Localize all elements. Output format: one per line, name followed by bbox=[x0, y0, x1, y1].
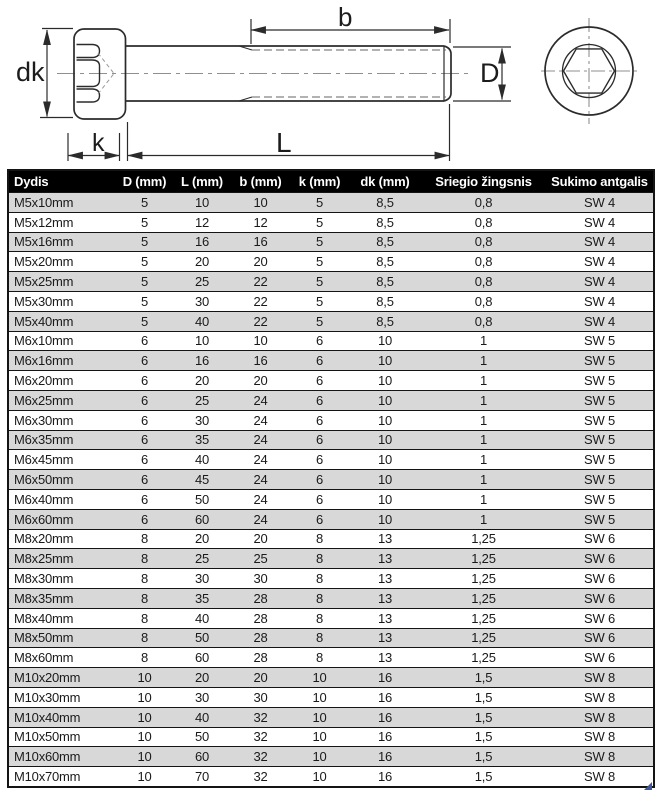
value-cell: 16 bbox=[377, 709, 393, 725]
size-cell: M8x35mm bbox=[14, 590, 74, 606]
value-cell: 5 bbox=[315, 234, 324, 250]
value-cell: 6 bbox=[315, 472, 324, 488]
value-cell: 6 bbox=[140, 412, 149, 428]
value-cell: 5 bbox=[315, 194, 324, 210]
value-cell: SW 4 bbox=[584, 274, 615, 290]
value-cell: SW 8 bbox=[584, 769, 615, 784]
value-cell: 13 bbox=[377, 650, 393, 666]
value-cell: 8,5 bbox=[376, 214, 394, 230]
value-cell: 8 bbox=[315, 531, 324, 547]
value-cell: 28 bbox=[253, 590, 268, 606]
value-cell: 0,8 bbox=[474, 194, 493, 210]
size-cell: M6x20mm bbox=[14, 373, 74, 389]
value-cell: 20 bbox=[194, 531, 210, 547]
value-cell: 24 bbox=[253, 472, 268, 488]
value-cell: 8,5 bbox=[376, 234, 394, 250]
value-cell: 10 bbox=[377, 472, 393, 488]
value-cell: 24 bbox=[253, 511, 268, 527]
value-cell: SW 4 bbox=[584, 234, 615, 250]
value-cell: 24 bbox=[253, 412, 268, 428]
value-cell: 5 bbox=[140, 313, 149, 329]
size-cell: M5x40mm bbox=[14, 313, 74, 329]
value-cell: 8 bbox=[315, 610, 324, 626]
header-b: b (mm) bbox=[239, 174, 282, 189]
size-cell: M6x10mm bbox=[14, 333, 74, 349]
size-cell: M10x40mm bbox=[14, 709, 81, 725]
value-cell: 25 bbox=[194, 392, 210, 408]
value-cell: 16 bbox=[194, 353, 210, 369]
value-cell: 10 bbox=[377, 491, 393, 507]
screw-end-view bbox=[541, 18, 637, 124]
value-cell: 8 bbox=[140, 610, 149, 626]
size-cell: M5x12mm bbox=[14, 214, 74, 230]
value-cell: 1 bbox=[479, 432, 488, 448]
value-cell: 8 bbox=[140, 571, 149, 587]
value-cell: SW 4 bbox=[584, 254, 615, 270]
value-cell: 13 bbox=[377, 551, 393, 567]
value-cell: SW 6 bbox=[584, 630, 615, 646]
value-cell: 16 bbox=[377, 729, 393, 745]
value-cell: SW 6 bbox=[584, 590, 615, 606]
value-cell: 6 bbox=[140, 472, 149, 488]
value-cell: 16 bbox=[377, 769, 393, 784]
value-cell: SW 5 bbox=[584, 392, 615, 408]
value-cell: 6 bbox=[140, 353, 149, 369]
value-cell: 25 bbox=[194, 274, 210, 290]
value-cell: 30 bbox=[194, 571, 210, 587]
value-cell: SW 8 bbox=[584, 729, 615, 745]
value-cell: 28 bbox=[253, 630, 268, 646]
table-row bbox=[9, 707, 653, 727]
value-cell: SW 4 bbox=[584, 194, 615, 210]
value-cell: 5 bbox=[140, 234, 149, 250]
value-cell: 32 bbox=[253, 769, 268, 784]
value-cell: 6 bbox=[140, 511, 149, 527]
value-cell: SW 8 bbox=[584, 670, 615, 686]
value-cell: SW 6 bbox=[584, 551, 615, 567]
value-cell: 32 bbox=[253, 749, 268, 765]
value-cell: 1,25 bbox=[471, 551, 496, 567]
table-row bbox=[9, 746, 653, 766]
size-cell: M5x10mm bbox=[14, 194, 74, 210]
table-row bbox=[9, 588, 653, 608]
value-cell: 1 bbox=[479, 333, 488, 349]
value-cell: 5 bbox=[315, 274, 324, 290]
value-cell: 1 bbox=[479, 472, 488, 488]
value-cell: 10 bbox=[377, 412, 393, 428]
value-cell: 16 bbox=[377, 689, 393, 705]
value-cell: SW 5 bbox=[584, 491, 615, 507]
table-row bbox=[9, 350, 653, 370]
value-cell: 6 bbox=[140, 432, 149, 448]
value-cell: 1,5 bbox=[474, 749, 493, 765]
value-cell: 20 bbox=[194, 254, 210, 270]
size-cell: M5x25mm bbox=[14, 274, 74, 290]
size-cell: M10x20mm bbox=[14, 670, 81, 686]
value-cell: 60 bbox=[194, 650, 210, 666]
value-cell: 6 bbox=[315, 333, 324, 349]
value-cell: SW 4 bbox=[584, 313, 615, 329]
value-cell: SW 4 bbox=[584, 293, 615, 309]
value-cell: 50 bbox=[194, 630, 210, 646]
value-cell: 10 bbox=[194, 194, 210, 210]
value-cell: 1 bbox=[479, 412, 488, 428]
value-cell: 40 bbox=[194, 313, 210, 329]
value-cell: 8 bbox=[140, 630, 149, 646]
value-cell: 1,5 bbox=[474, 729, 493, 745]
value-cell: 45 bbox=[194, 472, 210, 488]
size-cell: M6x25mm bbox=[14, 392, 74, 408]
value-cell: 40 bbox=[194, 709, 210, 725]
value-cell: 13 bbox=[377, 610, 393, 626]
value-cell: 10 bbox=[312, 709, 327, 725]
dim-label-k: k bbox=[92, 129, 105, 157]
value-cell: 13 bbox=[377, 590, 393, 606]
value-cell: 1,5 bbox=[474, 709, 493, 725]
value-cell: 30 bbox=[194, 293, 210, 309]
value-cell: 8,5 bbox=[376, 293, 394, 309]
value-cell: 1,5 bbox=[474, 769, 493, 784]
header-sriegio-zingsnis: Sriegio žingsnis bbox=[435, 174, 532, 189]
size-cell: M5x30mm bbox=[14, 293, 74, 309]
value-cell: 1,25 bbox=[471, 571, 496, 587]
table-row bbox=[9, 370, 653, 390]
value-cell: 35 bbox=[194, 432, 210, 448]
value-cell: 8,5 bbox=[376, 313, 394, 329]
table-row bbox=[9, 212, 653, 232]
size-cell: M5x16mm bbox=[14, 234, 74, 250]
value-cell: 8 bbox=[315, 590, 324, 606]
value-cell: 8 bbox=[140, 650, 149, 666]
table-row bbox=[9, 410, 653, 430]
value-cell: 8 bbox=[140, 590, 149, 606]
value-cell: 1 bbox=[479, 373, 488, 389]
value-cell: 20 bbox=[253, 531, 268, 547]
table-row bbox=[9, 727, 653, 747]
value-cell: 6 bbox=[140, 491, 149, 507]
value-cell: 40 bbox=[194, 610, 210, 626]
value-cell: 10 bbox=[312, 769, 327, 784]
value-cell: 1,5 bbox=[474, 670, 493, 686]
value-cell: 10 bbox=[253, 194, 268, 210]
value-cell: 30 bbox=[253, 689, 268, 705]
value-cell: 10 bbox=[194, 333, 210, 349]
value-cell: 20 bbox=[253, 254, 268, 270]
value-cell: 22 bbox=[253, 274, 268, 290]
value-cell: SW 8 bbox=[584, 709, 615, 725]
value-cell: 10 bbox=[137, 689, 152, 705]
value-cell: 60 bbox=[194, 511, 210, 527]
value-cell: 1 bbox=[479, 491, 488, 507]
dim-label-L: L bbox=[276, 127, 292, 158]
value-cell: 10 bbox=[312, 749, 327, 765]
size-cell: M8x25mm bbox=[14, 551, 74, 567]
size-cell: M8x20mm bbox=[14, 531, 74, 547]
value-cell: 8,5 bbox=[376, 194, 394, 210]
value-cell: 32 bbox=[253, 729, 268, 745]
value-cell: 28 bbox=[253, 650, 268, 666]
table-header-row bbox=[9, 171, 653, 192]
value-cell: 20 bbox=[194, 373, 210, 389]
size-cell: M10x50mm bbox=[14, 729, 81, 745]
table-row bbox=[9, 608, 653, 628]
value-cell: 0,8 bbox=[474, 254, 493, 270]
value-cell: 1 bbox=[479, 452, 488, 468]
value-cell: 8 bbox=[315, 551, 324, 567]
value-cell: 1,25 bbox=[471, 531, 496, 547]
size-cell: M8x60mm bbox=[14, 650, 74, 666]
value-cell: 5 bbox=[315, 313, 324, 329]
size-cell: M5x20mm bbox=[14, 254, 74, 270]
value-cell: SW 6 bbox=[584, 610, 615, 626]
value-cell: 12 bbox=[253, 214, 268, 230]
value-cell: 22 bbox=[253, 293, 268, 309]
value-cell: SW 6 bbox=[584, 531, 615, 547]
value-cell: 10 bbox=[377, 511, 393, 527]
table-row bbox=[9, 469, 653, 489]
value-cell: 16 bbox=[253, 353, 268, 369]
table-row bbox=[9, 647, 653, 667]
size-cell: M6x16mm bbox=[14, 353, 74, 369]
value-cell: 10 bbox=[137, 729, 152, 745]
size-cell: M8x50mm bbox=[14, 630, 74, 646]
table-row bbox=[9, 548, 653, 568]
size-cell: M6x40mm bbox=[14, 491, 74, 507]
table-row bbox=[9, 271, 653, 291]
fill-handle-triangle bbox=[644, 782, 652, 790]
value-cell: SW 5 bbox=[584, 472, 615, 488]
value-cell: 20 bbox=[253, 373, 268, 389]
size-cell: M6x60mm bbox=[14, 511, 74, 527]
table-row bbox=[9, 311, 653, 331]
header-sukimo-antgalis: Sukimo antgalis bbox=[551, 174, 648, 189]
value-cell: 1,25 bbox=[471, 590, 496, 606]
table-row bbox=[9, 529, 653, 549]
value-cell: 30 bbox=[194, 689, 210, 705]
size-cell: M6x30mm bbox=[14, 412, 74, 428]
table-row bbox=[9, 390, 653, 410]
value-cell: 6 bbox=[315, 412, 324, 428]
value-cell: SW 5 bbox=[584, 511, 615, 527]
table-row bbox=[9, 489, 653, 509]
size-cell: M8x30mm bbox=[14, 571, 74, 587]
value-cell: 6 bbox=[315, 491, 324, 507]
value-cell: 35 bbox=[194, 590, 210, 606]
value-cell: 10 bbox=[377, 452, 393, 468]
value-cell: 6 bbox=[315, 452, 324, 468]
value-cell: 10 bbox=[253, 333, 268, 349]
end-view-crosshair bbox=[541, 18, 637, 124]
value-cell: 5 bbox=[140, 254, 149, 270]
value-cell: 20 bbox=[253, 670, 268, 686]
size-cell: M6x35mm bbox=[14, 432, 74, 448]
value-cell: SW 6 bbox=[584, 571, 615, 587]
value-cell: SW 5 bbox=[584, 353, 615, 369]
value-cell: 1,25 bbox=[471, 610, 496, 626]
value-cell: SW 6 bbox=[584, 650, 615, 666]
size-cell: M10x60mm bbox=[14, 749, 81, 765]
value-cell: 10 bbox=[377, 432, 393, 448]
drawing-canvas bbox=[0, 0, 660, 170]
value-cell: SW 5 bbox=[584, 452, 615, 468]
value-cell: 22 bbox=[253, 313, 268, 329]
value-cell: 8,5 bbox=[376, 254, 394, 270]
value-cell: 5 bbox=[315, 254, 324, 270]
value-cell: 32 bbox=[253, 709, 268, 725]
value-cell: 1 bbox=[479, 511, 488, 527]
value-cell: 12 bbox=[194, 214, 210, 230]
value-cell: 13 bbox=[377, 531, 393, 547]
table-row bbox=[9, 192, 653, 212]
value-cell: 0,8 bbox=[474, 274, 493, 290]
value-cell: 6 bbox=[315, 432, 324, 448]
value-cell: 24 bbox=[253, 452, 268, 468]
value-cell: 60 bbox=[194, 749, 210, 765]
value-cell: 8,5 bbox=[376, 274, 394, 290]
table-row bbox=[9, 687, 653, 707]
value-cell: SW 8 bbox=[584, 749, 615, 765]
size-cell: M6x45mm bbox=[14, 452, 74, 468]
value-cell: 8 bbox=[315, 650, 324, 666]
value-cell: 50 bbox=[194, 491, 210, 507]
table-row bbox=[9, 251, 653, 271]
value-cell: 24 bbox=[253, 432, 268, 448]
dim-label-D: D bbox=[480, 58, 500, 88]
value-cell: 24 bbox=[253, 392, 268, 408]
value-cell: 1 bbox=[479, 353, 488, 369]
value-cell: 20 bbox=[194, 670, 210, 686]
value-cell: 40 bbox=[194, 452, 210, 468]
value-cell: 5 bbox=[140, 274, 149, 290]
value-cell: 5 bbox=[315, 293, 324, 309]
value-cell: SW 4 bbox=[584, 214, 615, 230]
value-cell: 50 bbox=[194, 729, 210, 745]
size-cell: M10x70mm bbox=[14, 769, 81, 784]
value-cell: 1,25 bbox=[471, 650, 496, 666]
value-cell: 6 bbox=[315, 353, 324, 369]
value-cell: 10 bbox=[377, 373, 393, 389]
value-cell: 25 bbox=[194, 551, 210, 567]
value-cell: 6 bbox=[140, 373, 149, 389]
table-row bbox=[9, 291, 653, 311]
size-cell: M10x30mm bbox=[14, 689, 81, 705]
value-cell: 13 bbox=[377, 630, 393, 646]
value-cell: 6 bbox=[315, 511, 324, 527]
value-cell: 6 bbox=[315, 392, 324, 408]
table-row bbox=[9, 628, 653, 648]
value-cell: 0,8 bbox=[474, 313, 493, 329]
header-d: D (mm) bbox=[122, 174, 167, 189]
value-cell: 16 bbox=[253, 234, 268, 250]
value-cell: 0,8 bbox=[474, 214, 493, 230]
value-cell: SW 5 bbox=[584, 432, 615, 448]
value-cell: 10 bbox=[377, 353, 393, 369]
value-cell: 5 bbox=[140, 194, 149, 210]
value-cell: 10 bbox=[377, 392, 393, 408]
table-body bbox=[9, 192, 653, 786]
value-cell: 70 bbox=[194, 769, 210, 784]
size-table bbox=[7, 169, 655, 788]
value-cell: 6 bbox=[140, 392, 149, 408]
dim-label-b: b bbox=[338, 2, 353, 32]
value-cell: 1,5 bbox=[474, 689, 493, 705]
value-cell: 5 bbox=[140, 293, 149, 309]
value-cell: 25 bbox=[253, 551, 268, 567]
value-cell: SW 5 bbox=[584, 412, 615, 428]
value-cell: 5 bbox=[315, 214, 324, 230]
value-cell: 28 bbox=[253, 610, 268, 626]
dim-label-dk: dk bbox=[16, 57, 45, 87]
value-cell: 30 bbox=[194, 412, 210, 428]
header-k: k (mm) bbox=[298, 174, 341, 189]
value-cell: 16 bbox=[377, 749, 393, 765]
value-cell: 10 bbox=[312, 670, 327, 686]
value-cell: 16 bbox=[194, 234, 210, 250]
value-cell: 8 bbox=[315, 571, 324, 587]
value-cell: 5 bbox=[140, 214, 149, 230]
value-cell: 10 bbox=[377, 333, 393, 349]
value-cell: 10 bbox=[312, 689, 327, 705]
table-row bbox=[9, 449, 653, 469]
table-row bbox=[9, 568, 653, 588]
value-cell: 10 bbox=[137, 670, 152, 686]
value-cell: 6 bbox=[315, 373, 324, 389]
value-cell: 8 bbox=[315, 630, 324, 646]
table-row bbox=[9, 509, 653, 529]
value-cell: SW 8 bbox=[584, 689, 615, 705]
table-row bbox=[9, 766, 653, 786]
value-cell: 10 bbox=[137, 709, 152, 725]
value-cell: 10 bbox=[312, 729, 327, 745]
value-cell: 24 bbox=[253, 491, 268, 507]
header-dydis: Dydis bbox=[14, 174, 49, 189]
table-row bbox=[9, 331, 653, 351]
value-cell: 8 bbox=[140, 531, 149, 547]
value-cell: 30 bbox=[253, 571, 268, 587]
table-row bbox=[9, 232, 653, 252]
value-cell: 8 bbox=[140, 551, 149, 567]
header-dk: dk (mm) bbox=[360, 174, 410, 189]
value-cell: SW 5 bbox=[584, 373, 615, 389]
value-cell: 6 bbox=[140, 333, 149, 349]
table-row bbox=[9, 430, 653, 450]
size-cell: M8x40mm bbox=[14, 610, 74, 626]
value-cell: 10 bbox=[137, 769, 152, 784]
value-cell: 16 bbox=[377, 670, 393, 686]
value-cell: 6 bbox=[140, 452, 149, 468]
screw-technical-drawing bbox=[0, 0, 660, 170]
value-cell: 0,8 bbox=[474, 234, 493, 250]
value-cell: 13 bbox=[377, 571, 393, 587]
size-cell: M6x50mm bbox=[14, 472, 74, 488]
header-l: L (mm) bbox=[181, 174, 223, 189]
value-cell: SW 5 bbox=[584, 333, 615, 349]
value-cell: 1,25 bbox=[471, 630, 496, 646]
value-cell: 1 bbox=[479, 392, 488, 408]
table-row bbox=[9, 667, 653, 687]
value-cell: 10 bbox=[137, 749, 152, 765]
value-cell: 0,8 bbox=[474, 293, 493, 309]
